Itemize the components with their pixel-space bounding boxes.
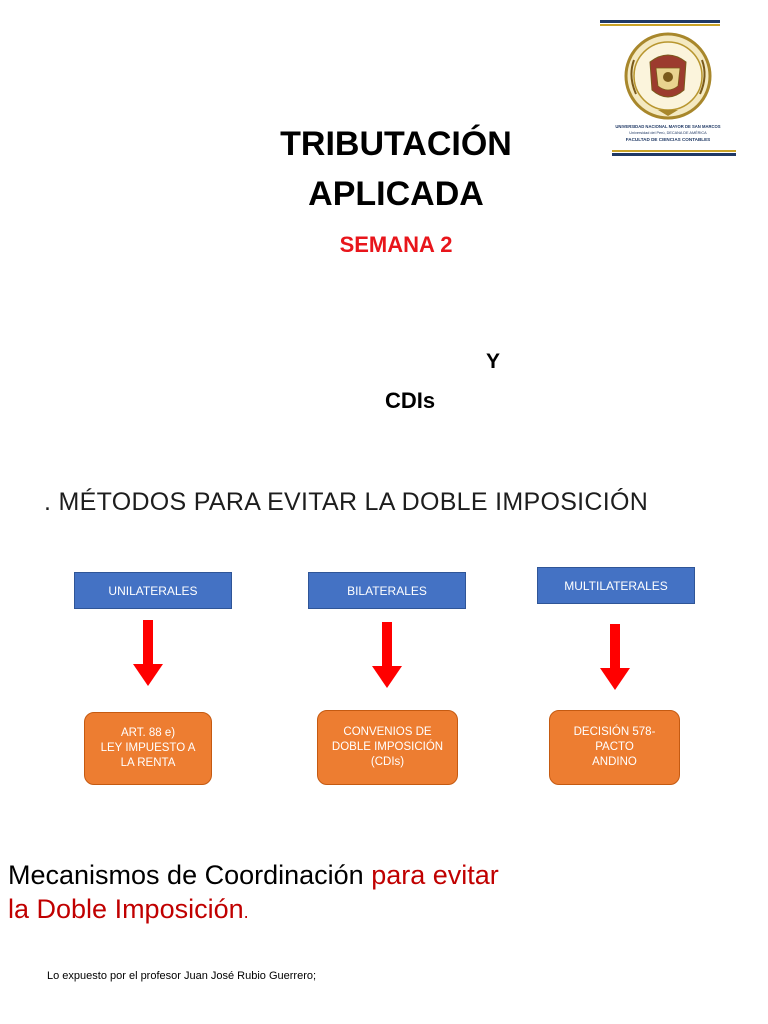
down-arrow-icon bbox=[133, 620, 163, 686]
detail-line: (CDIs) bbox=[370, 756, 405, 768]
mechanisms-period: . bbox=[243, 902, 249, 922]
logo-text-line2: Universidad del Perú, DECANA DE AMÉRICA bbox=[629, 131, 707, 135]
category-box-multilaterales bbox=[537, 567, 695, 604]
mechanisms-red-text-1: para evitar bbox=[371, 860, 499, 890]
detail-box-multilaterales bbox=[549, 710, 680, 785]
mechanisms-black-text: Mecanismos de Coordinación bbox=[8, 860, 372, 890]
mechanisms-red-text-2: la Doble Imposición bbox=[8, 894, 244, 924]
title-line-1: TRIBUTACIÓN bbox=[280, 125, 512, 163]
detail-line: PACTO bbox=[595, 741, 634, 753]
footer-note: Lo expuesto por el profesor Juan José Rubio Guerrero; bbox=[47, 970, 317, 982]
detail-box-bilaterales bbox=[317, 710, 458, 785]
category-label: UNILATERALES bbox=[108, 583, 198, 598]
category-label: BILATERALES bbox=[347, 583, 427, 598]
logo-text-line3: FACULTAD DE CIENCIAS CONTABLES bbox=[625, 137, 711, 142]
detail-line: LA RENTA bbox=[120, 757, 176, 769]
week-label: SEMANA 2 bbox=[339, 232, 453, 257]
detail-line: ART. 88 e) bbox=[120, 727, 176, 739]
title-line-2: APLICADA bbox=[308, 175, 484, 213]
mechanisms-heading bbox=[8, 858, 499, 929]
section-heading: . MÉTODOS PARA EVITAR LA DOBLE IMPOSICIÓN bbox=[44, 488, 649, 516]
detail-line: DECISIÓN 578- bbox=[573, 726, 656, 738]
detail-line: DOBLE IMPOSICIÓN bbox=[331, 741, 444, 753]
category-label: MULTILATERALES bbox=[564, 578, 668, 593]
logo-text-line1: UNIVERSIDAD NACIONAL MAYOR DE SAN MARCOS bbox=[615, 124, 721, 129]
subtitle-cdis: CDIs bbox=[384, 388, 436, 413]
detail-line: ANDINO bbox=[592, 756, 637, 768]
category-box-unilaterales bbox=[74, 572, 232, 609]
detail-box-unilaterales bbox=[84, 712, 212, 785]
down-arrow-icon bbox=[372, 622, 402, 688]
university-logo bbox=[598, 20, 736, 158]
detail-line: CONVENIOS DE bbox=[343, 726, 432, 738]
detail-line: LEY IMPUESTO A bbox=[100, 742, 196, 754]
subtitle-y: Y bbox=[486, 350, 501, 373]
category-box-bilaterales bbox=[308, 572, 466, 609]
down-arrow-icon bbox=[600, 624, 630, 690]
